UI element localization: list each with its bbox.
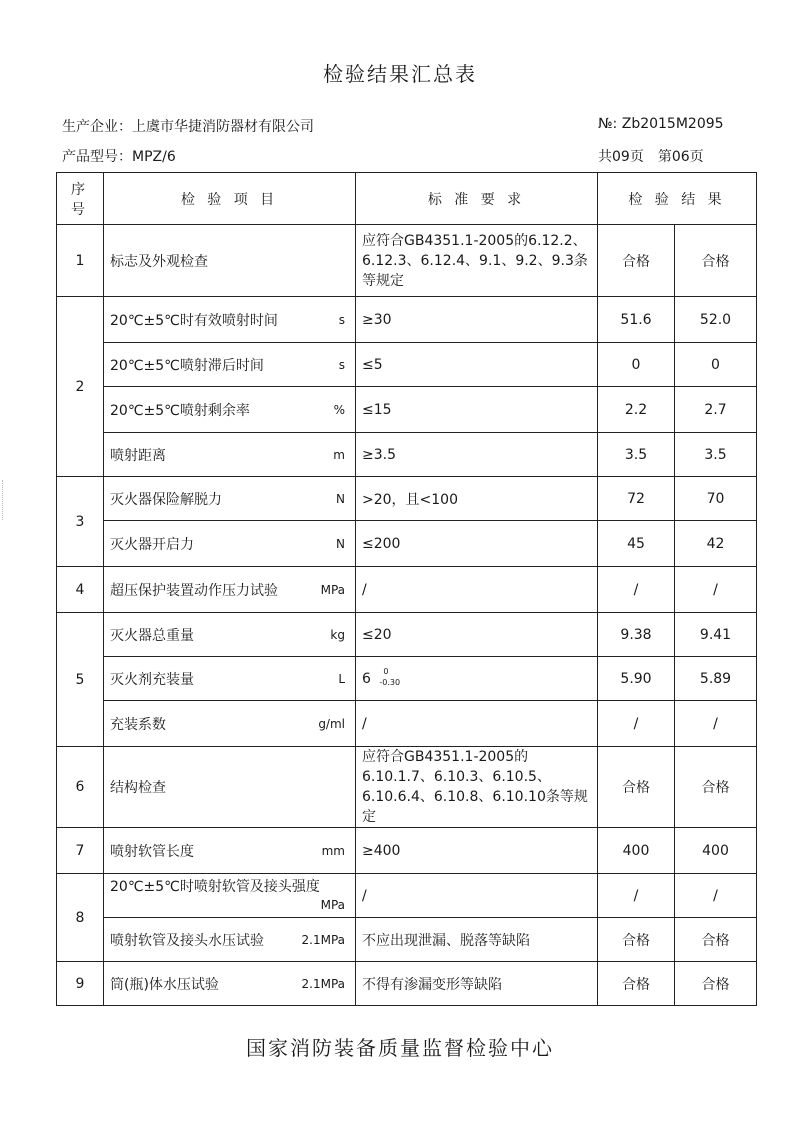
table-row — [57, 918, 757, 962]
result-2: / — [675, 701, 757, 747]
item-name: 结构检查 — [110, 780, 166, 796]
table-row — [57, 387, 757, 433]
tolerance-upper: 0 — [383, 666, 389, 676]
item-cell — [104, 918, 356, 962]
result-1: 72 — [598, 477, 675, 521]
table-row — [57, 477, 757, 521]
item-cell — [104, 613, 356, 657]
result-1: / — [598, 874, 675, 918]
item-name: 筒(瓶)体水压试验 — [110, 976, 219, 993]
row-no: 4 — [57, 567, 104, 613]
result-1: 400 — [598, 828, 675, 874]
row-no: 1 — [57, 225, 104, 297]
result-2: 52.0 — [675, 297, 757, 343]
model-label: 产品型号： — [62, 149, 132, 165]
results-table — [56, 172, 757, 1006]
table-row — [57, 343, 757, 387]
model-line — [62, 146, 176, 166]
item-cell — [104, 828, 356, 874]
item-name: 灭火器总重量 — [110, 627, 194, 644]
item-unit: mm — [321, 843, 345, 858]
item-name: 20℃±5℃喷射剩余率 — [110, 402, 250, 419]
item-unit: g/ml — [318, 716, 345, 731]
item-cell — [104, 567, 356, 613]
table-row — [57, 613, 757, 657]
result-1: / — [598, 567, 675, 613]
item-unit: MPa — [320, 897, 345, 912]
tolerance — [375, 666, 405, 689]
tolerance-lower: -0.30 — [379, 677, 401, 687]
model-value: MPZ/6 — [132, 149, 176, 165]
result-1: 合格 — [598, 225, 675, 297]
item-name: 喷射软管及接头水压试验 — [110, 932, 264, 949]
result-1: 5.90 — [598, 657, 675, 701]
standard-cell: ≤200 — [356, 521, 598, 567]
result-1: 0 — [598, 343, 675, 387]
item-unit: m — [333, 447, 345, 462]
item-cell — [104, 521, 356, 567]
table-row — [57, 828, 757, 874]
header-item: 检 验 项 目 — [104, 173, 356, 225]
result-2: 合格 — [675, 225, 757, 297]
result-1: 45 — [598, 521, 675, 567]
report-number — [598, 116, 724, 132]
item-name: 灭火器保险解脱力 — [110, 491, 222, 508]
item-cell — [104, 297, 356, 343]
row-no: 3 — [57, 477, 104, 567]
item-cell — [104, 343, 356, 387]
header-result: 检 验 结 果 — [598, 173, 757, 225]
page-title: 检验结果汇总表 — [323, 62, 477, 86]
item-cell — [104, 477, 356, 521]
result-1: 合格 — [598, 962, 675, 1006]
row-no: 5 — [57, 613, 104, 747]
table-row — [57, 874, 757, 918]
company-name: 上虞市华捷消防器材有限公司 — [132, 119, 314, 135]
item-name: 充装系数 — [110, 716, 166, 733]
result-1: 合格 — [598, 747, 675, 828]
item-name: 喷射距离 — [110, 447, 166, 464]
item-cell — [104, 225, 356, 297]
standard-cell: 不得有渗漏变形等缺陷 — [356, 962, 598, 1006]
result-2: / — [675, 567, 757, 613]
standard-cell: ≥30 — [356, 297, 598, 343]
table-row — [57, 962, 757, 1006]
company-label: 生产企业： — [62, 119, 132, 135]
standard-cell: 不应出现泄漏、脱落等缺陷 — [356, 918, 598, 962]
result-2: 400 — [675, 828, 757, 874]
item-name: 20℃±5℃喷射滞后时间 — [110, 357, 264, 374]
result-2: 9.41 — [675, 613, 757, 657]
result-1: 51.6 — [598, 297, 675, 343]
item-name: 灭火器开启力 — [110, 536, 194, 553]
result-2: 70 — [675, 477, 757, 521]
item-unit: 2.1MPa — [301, 932, 345, 947]
result-2: 2.7 — [675, 387, 757, 433]
standard-cell: 应符合GB4351.1-2005的6.10.1.7、6.10.3、6.10.5、6.10.6.4、6.10.8、6.10.10条等规定 — [356, 747, 598, 828]
result-2: 合格 — [675, 918, 757, 962]
item-unit: MPa — [320, 582, 345, 597]
item-name: 喷射软管长度 — [110, 843, 194, 860]
row-no: 8 — [57, 874, 104, 962]
result-2: 合格 — [675, 747, 757, 828]
item-cell — [104, 874, 356, 918]
item-unit: 2.1MPa — [301, 976, 345, 991]
item-unit: s — [338, 357, 345, 372]
item-name: 标志及外观检查 — [110, 253, 208, 270]
standard-value: 6 — [362, 670, 371, 687]
item-unit: kg — [330, 627, 345, 642]
header-standard: 标 准 要 求 — [356, 173, 598, 225]
table-header-row — [57, 173, 757, 225]
header-no: 序号 — [57, 173, 104, 225]
result-1: 2.2 — [598, 387, 675, 433]
result-1: 9.38 — [598, 613, 675, 657]
result-2: 合格 — [675, 962, 757, 1006]
row-no: 2 — [57, 297, 104, 477]
standard-cell: / — [356, 874, 598, 918]
standard-cell: ≤20 — [356, 613, 598, 657]
row-no: 7 — [57, 828, 104, 874]
item-cell — [104, 747, 356, 828]
standard-cell: / — [356, 567, 598, 613]
table-row — [57, 567, 757, 613]
item-name: 灭火剂充装量 — [110, 671, 194, 688]
item-cell — [104, 701, 356, 747]
row-no: 9 — [57, 962, 104, 1006]
standard-cell: >20，且<100 — [356, 477, 598, 521]
standard-cell: 应符合GB4351.1-2005的6.12.2、6.12.3、6.12.4、9.1、9.2、9.3条等规定 — [356, 225, 598, 297]
result-2: / — [675, 874, 757, 918]
result-2: 42 — [675, 521, 757, 567]
standard-cell — [356, 657, 598, 701]
result-1: 3.5 — [598, 433, 675, 477]
standard-cell: ≤5 — [356, 343, 598, 387]
result-1: 合格 — [598, 918, 675, 962]
table-row — [57, 225, 757, 297]
item-unit: L — [338, 671, 345, 686]
result-2: 3.5 — [675, 433, 757, 477]
item-name: 20℃±5℃时有效喷射时间 — [110, 312, 278, 329]
item-name: 20℃±5℃时喷射软管及接头强度 — [110, 878, 320, 895]
item-unit: N — [336, 536, 345, 551]
item-name: 超压保护装置动作压力试验 — [110, 582, 278, 599]
item-cell — [104, 962, 356, 1006]
table-row — [57, 747, 757, 828]
company-line — [62, 116, 314, 136]
result-1: / — [598, 701, 675, 747]
standard-cell: ≥400 — [356, 828, 598, 874]
report-no-value: Zb2015M2095 — [621, 116, 724, 132]
standard-cell: ≥3.5 — [356, 433, 598, 477]
standard-cell: ≤15 — [356, 387, 598, 433]
table-row — [57, 297, 757, 343]
result-2: 5.89 — [675, 657, 757, 701]
table-row — [57, 657, 757, 701]
report-no-label: №: — [598, 116, 618, 132]
result-2: 0 — [675, 343, 757, 387]
item-unit: N — [336, 491, 345, 506]
row-no: 6 — [57, 747, 104, 828]
item-unit: % — [333, 402, 345, 417]
item-cell — [104, 657, 356, 701]
table-row — [57, 521, 757, 567]
item-unit: s — [338, 312, 345, 327]
item-cell — [104, 387, 356, 433]
table-row — [57, 701, 757, 747]
page-info: 共09页 第06页 — [598, 149, 704, 165]
issuer-footer: 国家消防装备质量监督检验中心 — [246, 1036, 554, 1060]
item-cell — [104, 433, 356, 477]
scan-edge-mark — [2, 480, 6, 520]
table-row — [57, 433, 757, 477]
standard-cell: / — [356, 701, 598, 747]
